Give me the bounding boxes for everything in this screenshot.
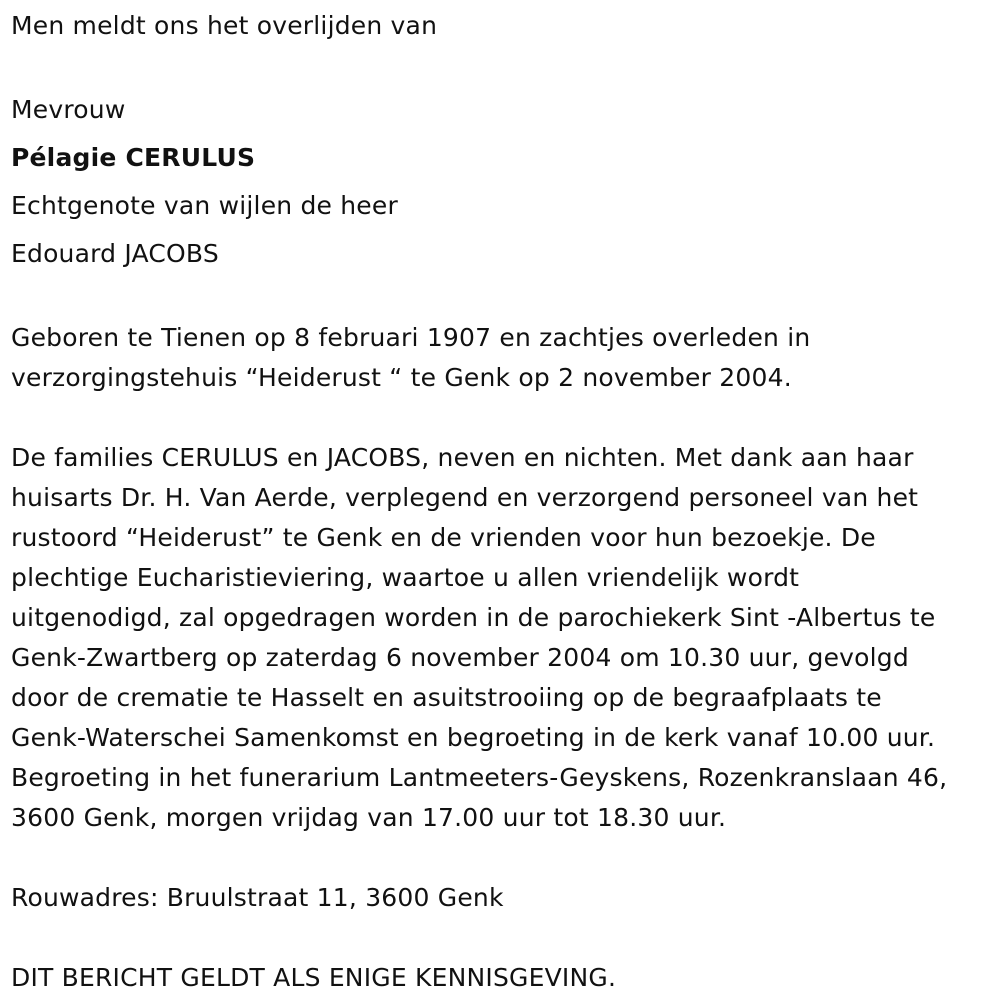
paragraph-line: Genk-Waterschei Samenkomst en begroeting in de kerk vanaf 10.00 uur. bbox=[11, 723, 936, 752]
spacer bbox=[11, 398, 991, 438]
closing-statement: DIT BERICHT GELDT ALS ENIGE KENNISGEVING. bbox=[11, 963, 617, 992]
paragraph-line: Begroeting in het funerarium Lantmeeters-Geyskens, Rozenkranslaan 46, bbox=[11, 763, 948, 792]
details-paragraph bbox=[11, 438, 991, 838]
paragraph-line: Genk-Zwartberg op zaterdag 6 november 2004 om 10.30 uur, gevolgd bbox=[11, 643, 909, 672]
paragraph-line: verzorgingstehuis “Heiderust “ te Genk op 2 november 2004. bbox=[11, 363, 792, 392]
spouse-label: Echtgenote van wijlen de heer bbox=[11, 191, 398, 220]
spacer bbox=[11, 46, 991, 86]
paragraph-line: De families CERULUS en JACOBS, neven en nichten. Met dank aan haar bbox=[11, 443, 914, 472]
paragraph-line: huisarts Dr. H. Van Aerde, verplegend en verzorgend personeel van het bbox=[11, 483, 919, 512]
spacer bbox=[11, 278, 991, 318]
spacer bbox=[11, 838, 991, 878]
paragraph-line: uitgenodigd, zal opgedragen worden in de parochiekerk Sint -Albertus te bbox=[11, 603, 936, 632]
intro-line: Men meldt ons het overlijden van bbox=[11, 11, 438, 40]
paragraph-line: Geboren te Tienen op 8 februari 1907 en zachtjes overleden in bbox=[11, 323, 811, 352]
paragraph-line: rustoord “Heiderust” te Genk en de vrienden voor hun bezoekje. De bbox=[11, 523, 876, 552]
paragraph-line: 3600 Genk, morgen vrijdag van 17.00 uur tot 18.30 uur. bbox=[11, 803, 727, 832]
paragraph-line: door de crematie te Hasselt en asuitstrooiing op de begraafplaats te bbox=[11, 683, 882, 712]
spouse-name: Edouard JACOBS bbox=[11, 239, 219, 268]
spacer bbox=[11, 918, 991, 958]
birth-death-paragraph bbox=[11, 318, 991, 398]
death-notice bbox=[11, 6, 991, 998]
mourning-address: Rouwadres: Bruulstraat 11, 3600 Genk bbox=[11, 883, 504, 912]
paragraph-line: plechtige Eucharistieviering, waartoe u allen vriendelijk wordt bbox=[11, 563, 800, 592]
deceased-name: Pélagie CERULUS bbox=[11, 143, 256, 172]
honorific: Mevrouw bbox=[11, 95, 126, 124]
